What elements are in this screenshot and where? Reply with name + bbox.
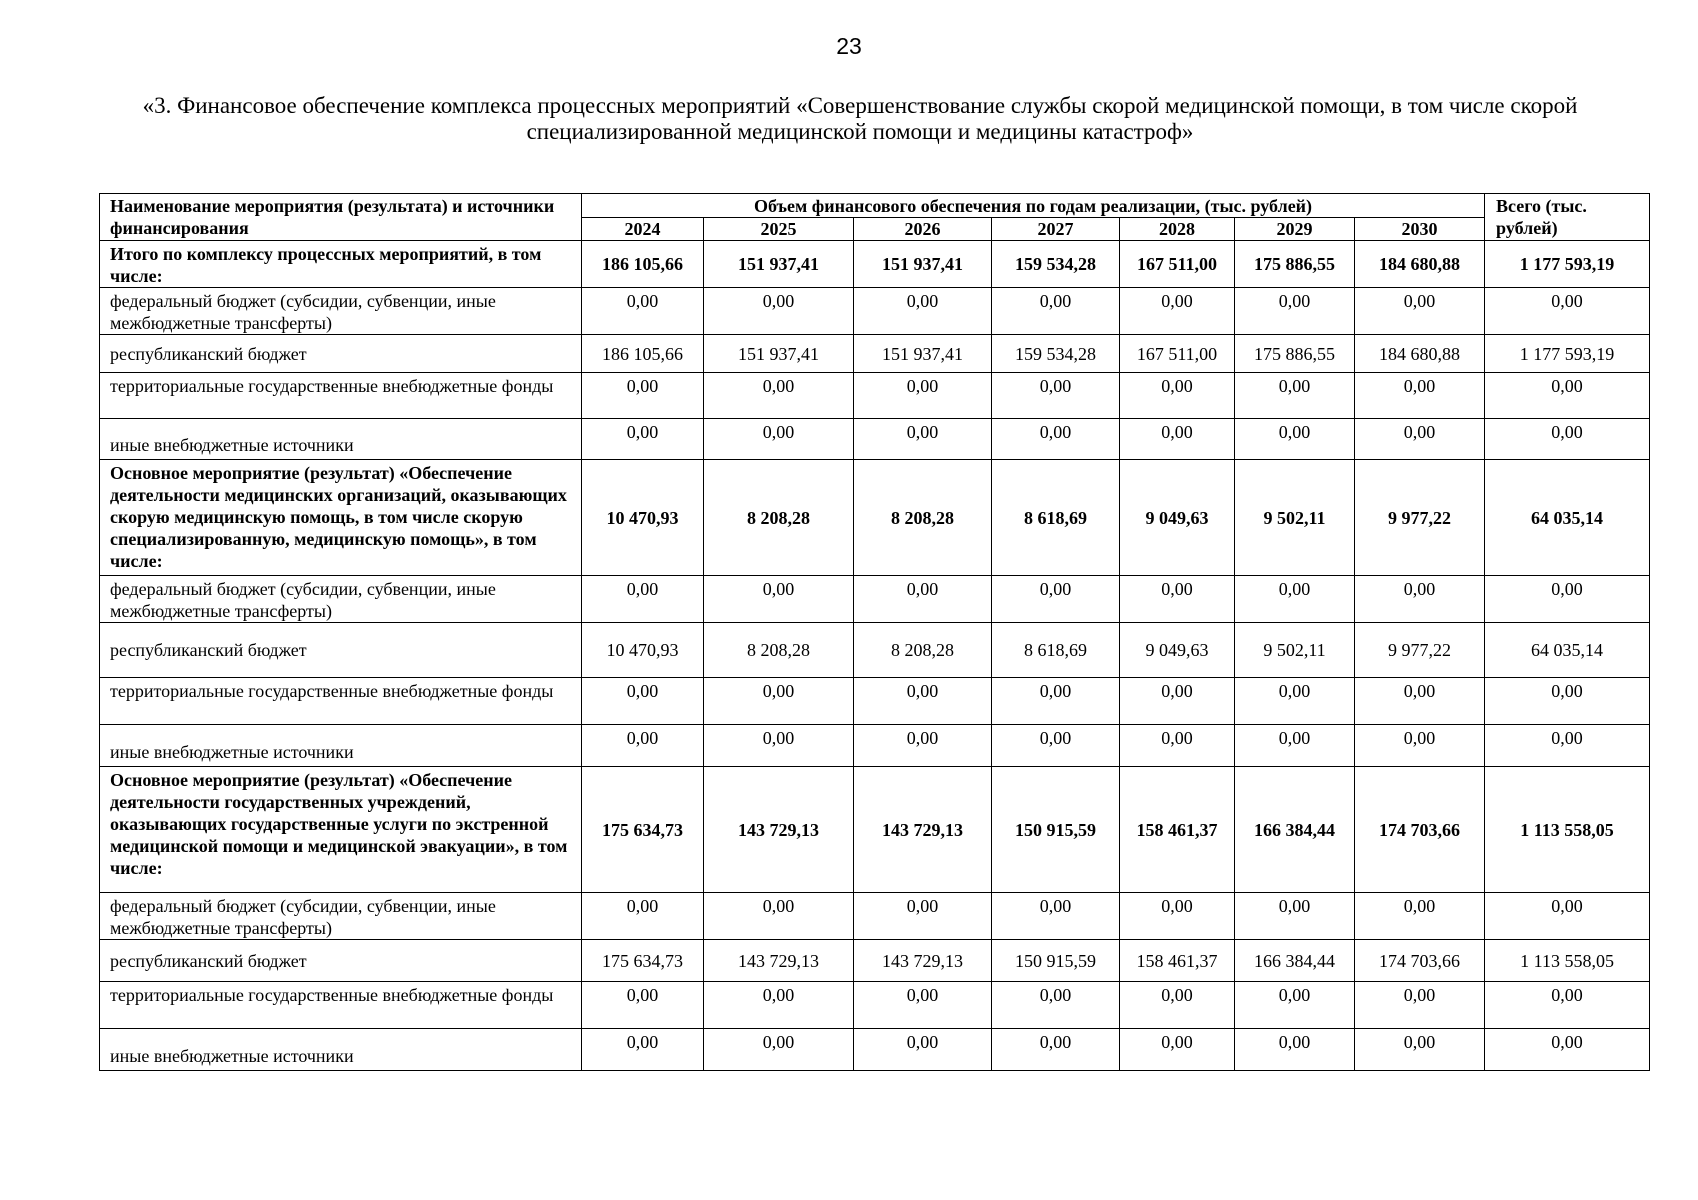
row-value: 0,00: [1120, 373, 1235, 419]
table-row: [100, 982, 1650, 1029]
row-value: 159 534,28: [992, 241, 1120, 288]
row-total: 1 177 593,19: [1485, 241, 1650, 288]
row-value: 143 729,13: [854, 767, 992, 893]
row-value: 0,00: [992, 373, 1120, 419]
row-value: 0,00: [1235, 419, 1355, 460]
row-label: Итого по комплексу процессных мероприятий, в том числе:: [100, 241, 582, 288]
row-value: 0,00: [1355, 725, 1485, 767]
table-row: [100, 460, 1650, 576]
row-total: 1 113 558,05: [1485, 767, 1650, 893]
row-value: 9 049,63: [1120, 623, 1235, 678]
row-value: 0,00: [854, 373, 992, 419]
header-year: 2028: [1120, 218, 1235, 241]
row-total: 64 035,14: [1485, 623, 1650, 678]
row-value: 0,00: [854, 419, 992, 460]
row-value: 0,00: [1120, 725, 1235, 767]
row-value: 0,00: [582, 576, 704, 623]
row-value: 0,00: [704, 678, 854, 725]
row-value: 0,00: [704, 1029, 854, 1071]
row-value: 0,00: [704, 288, 854, 335]
header-total: Всего (тыс. рублей): [1485, 194, 1650, 241]
row-value: 0,00: [992, 576, 1120, 623]
row-value: 175 634,73: [582, 940, 704, 982]
row-value: 0,00: [854, 678, 992, 725]
header-year: 2024: [582, 218, 704, 241]
row-value: 0,00: [854, 1029, 992, 1071]
row-value: 0,00: [704, 725, 854, 767]
row-value: 0,00: [582, 1029, 704, 1071]
row-total: 0,00: [1485, 419, 1650, 460]
row-label: республиканский бюджет: [100, 940, 582, 982]
row-value: 167 511,00: [1120, 241, 1235, 288]
header-year: 2027: [992, 218, 1120, 241]
row-value: 0,00: [704, 982, 854, 1029]
row-value: 159 534,28: [992, 335, 1120, 373]
row-value: 0,00: [854, 288, 992, 335]
table-row: [100, 335, 1650, 373]
row-value: 0,00: [704, 893, 854, 940]
row-total: 0,00: [1485, 725, 1650, 767]
row-value: 175 886,55: [1235, 335, 1355, 373]
row-value: 158 461,37: [1120, 767, 1235, 893]
row-total: 0,00: [1485, 982, 1650, 1029]
row-label: иные внебюджетные источники: [100, 419, 582, 460]
section-heading: «3. Финансовое обеспечение комплекса процессных мероприятий «Совершенствование службы скорой медицинской помощи, в том числе скорой специализированной медицинской помощи и медицины катастроф»: [142, 93, 1578, 144]
row-label: иные внебюджетные источники: [100, 1029, 582, 1071]
row-value: 8 208,28: [854, 460, 992, 576]
row-value: 0,00: [854, 576, 992, 623]
table-row: [100, 1029, 1650, 1071]
row-value: 0,00: [704, 576, 854, 623]
row-value: 0,00: [1355, 288, 1485, 335]
row-value: 143 729,13: [854, 940, 992, 982]
header-year: 2029: [1235, 218, 1355, 241]
row-total: 0,00: [1485, 893, 1650, 940]
header-year: 2030: [1355, 218, 1485, 241]
row-total: 0,00: [1485, 576, 1650, 623]
table-row: [100, 373, 1650, 419]
row-value: 0,00: [1355, 576, 1485, 623]
table-row: [100, 623, 1650, 678]
table-row: [100, 241, 1650, 288]
row-value: 0,00: [1120, 419, 1235, 460]
row-label: Основное мероприятие (результат) «Обеспечение деятельности медицинских организаций, оказывающих скорую медицинскую помощь, в том числе скорую специализированную, медицинскую помощь», в том числе:: [100, 460, 582, 576]
row-value: 151 937,41: [704, 335, 854, 373]
row-value: 0,00: [582, 419, 704, 460]
row-value: 0,00: [1355, 373, 1485, 419]
row-label: федеральный бюджет (субсидии, субвенции, иные межбюджетные трансферты): [100, 576, 582, 623]
row-value: 10 470,93: [582, 623, 704, 678]
row-total: 1 177 593,19: [1485, 335, 1650, 373]
table-row: [100, 767, 1650, 893]
table-row: [100, 678, 1650, 725]
row-label: федеральный бюджет (субсидии, субвенции, иные межбюджетные трансферты): [100, 288, 582, 335]
row-value: 9 502,11: [1235, 623, 1355, 678]
row-value: 8 618,69: [992, 460, 1120, 576]
row-value: 0,00: [1355, 419, 1485, 460]
row-value: 151 937,41: [854, 241, 992, 288]
row-label: Основное мероприятие (результат) «Обеспечение деятельности государственных учреждений, оказывающих государственные услуги по экстренной медицинской помощи и медицинской эвакуации», в том числе:: [100, 767, 582, 893]
row-value: 9 502,11: [1235, 460, 1355, 576]
row-value: 166 384,44: [1235, 940, 1355, 982]
row-value: 0,00: [854, 982, 992, 1029]
row-value: 0,00: [582, 678, 704, 725]
table-row: [100, 288, 1650, 335]
row-value: 8 618,69: [992, 623, 1120, 678]
row-label: территориальные государственные внебюджетные фонды: [100, 982, 582, 1029]
row-total: 0,00: [1485, 1029, 1650, 1071]
row-value: 0,00: [1235, 678, 1355, 725]
row-value: 0,00: [1355, 893, 1485, 940]
row-value: 0,00: [1355, 982, 1485, 1029]
row-value: 174 703,66: [1355, 940, 1485, 982]
row-label: республиканский бюджет: [100, 335, 582, 373]
row-value: 0,00: [1120, 982, 1235, 1029]
table-row: [100, 419, 1650, 460]
header-name: Наименование мероприятия (результата) и источники финансирования: [100, 194, 582, 241]
row-value: 0,00: [1120, 1029, 1235, 1071]
table-row: [100, 725, 1650, 767]
row-value: 0,00: [854, 725, 992, 767]
table-row: [100, 893, 1650, 940]
row-value: 10 470,93: [582, 460, 704, 576]
row-value: 0,00: [582, 288, 704, 335]
header-year: 2025: [704, 218, 854, 241]
row-value: 0,00: [1235, 982, 1355, 1029]
row-value: 0,00: [582, 982, 704, 1029]
row-total: 0,00: [1485, 288, 1650, 335]
row-value: 0,00: [992, 1029, 1120, 1071]
row-value: 0,00: [1120, 288, 1235, 335]
row-value: 143 729,13: [704, 940, 854, 982]
row-value: 0,00: [992, 288, 1120, 335]
row-value: 8 208,28: [704, 623, 854, 678]
row-value: 0,00: [582, 893, 704, 940]
row-value: 0,00: [854, 893, 992, 940]
page-number: 23: [836, 33, 862, 59]
row-value: 158 461,37: [1120, 940, 1235, 982]
row-label: федеральный бюджет (субсидии, субвенции, иные межбюджетные трансферты): [100, 893, 582, 940]
row-value: 175 886,55: [1235, 241, 1355, 288]
row-value: 9 977,22: [1355, 460, 1485, 576]
row-value: 150 915,59: [992, 767, 1120, 893]
row-value: 166 384,44: [1235, 767, 1355, 893]
row-value: 184 680,88: [1355, 241, 1485, 288]
row-total: 64 035,14: [1485, 460, 1650, 576]
row-value: 0,00: [1355, 1029, 1485, 1071]
row-value: 0,00: [1235, 288, 1355, 335]
row-value: 167 511,00: [1120, 335, 1235, 373]
row-total: 1 113 558,05: [1485, 940, 1650, 982]
header-funding-by-year: Объем финансового обеспечения по годам реализации, (тыс. рублей): [582, 194, 1485, 218]
row-value: 150 915,59: [992, 940, 1120, 982]
row-value: 0,00: [582, 725, 704, 767]
row-total: 0,00: [1485, 678, 1650, 725]
row-value: 8 208,28: [704, 460, 854, 576]
row-value: 0,00: [992, 678, 1120, 725]
row-value: 0,00: [1235, 725, 1355, 767]
row-value: 0,00: [992, 982, 1120, 1029]
row-label: территориальные государственные внебюджетные фонды: [100, 373, 582, 419]
row-value: 0,00: [704, 419, 854, 460]
row-label: республиканский бюджет: [100, 623, 582, 678]
row-value: 8 208,28: [854, 623, 992, 678]
financing-table: [99, 193, 1650, 1071]
row-value: 0,00: [1120, 576, 1235, 623]
row-value: 151 937,41: [854, 335, 992, 373]
row-value: 0,00: [1235, 1029, 1355, 1071]
row-value: 0,00: [1235, 576, 1355, 623]
row-value: 0,00: [704, 373, 854, 419]
row-value: 0,00: [1120, 893, 1235, 940]
row-label: территориальные государственные внебюджетные фонды: [100, 678, 582, 725]
row-value: 0,00: [1235, 893, 1355, 940]
row-total: 0,00: [1485, 373, 1650, 419]
row-value: 0,00: [582, 373, 704, 419]
row-value: 175 634,73: [582, 767, 704, 893]
row-value: 9 977,22: [1355, 623, 1485, 678]
row-value: 186 105,66: [582, 335, 704, 373]
row-value: 151 937,41: [704, 241, 854, 288]
row-value: 174 703,66: [1355, 767, 1485, 893]
table-body: [100, 241, 1650, 1071]
row-label: иные внебюджетные источники: [100, 725, 582, 767]
row-value: 9 049,63: [1120, 460, 1235, 576]
row-value: 0,00: [1355, 678, 1485, 725]
table-row: [100, 940, 1650, 982]
row-value: 186 105,66: [582, 241, 704, 288]
table-row: [100, 576, 1650, 623]
row-value: 0,00: [1235, 373, 1355, 419]
row-value: 184 680,88: [1355, 335, 1485, 373]
header-year: 2026: [854, 218, 992, 241]
row-value: 0,00: [992, 419, 1120, 460]
row-value: 0,00: [992, 725, 1120, 767]
row-value: 0,00: [992, 893, 1120, 940]
row-value: 0,00: [1120, 678, 1235, 725]
row-value: 143 729,13: [704, 767, 854, 893]
